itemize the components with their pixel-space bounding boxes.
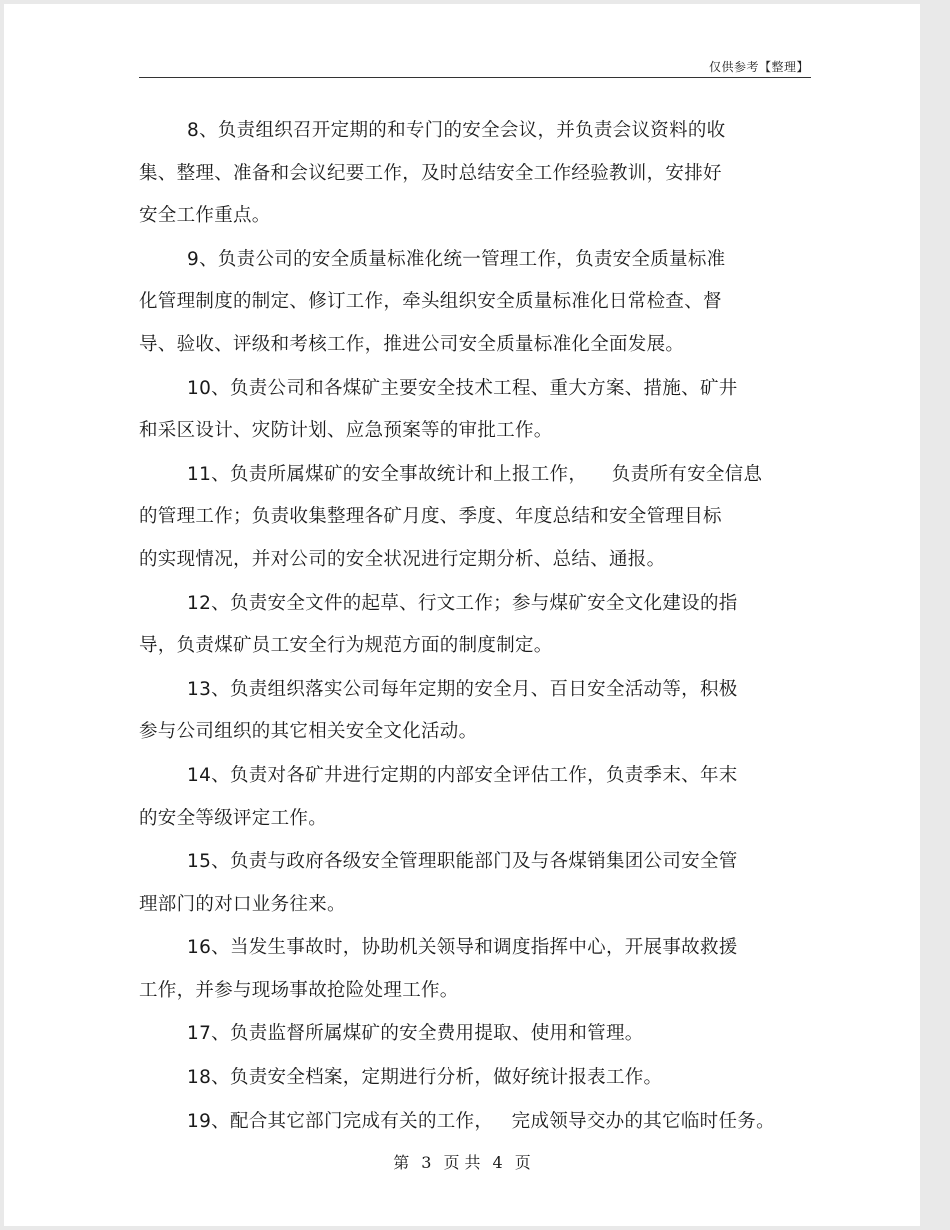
paragraph [139, 841, 819, 926]
document-body [139, 110, 819, 1144]
paragraph [139, 110, 819, 238]
paragraph-line: 参与公司组织的其它相关安全文化活动。 [139, 721, 478, 743]
paragraph-line: 13、负责组织落实公司每年定期的安全月、百日安全活动等，积极 [187, 678, 738, 700]
footer-suffix: 页 [514, 1153, 531, 1172]
footer-total-pages: 4 [492, 1153, 503, 1172]
paragraph-line: 的管理工作；负责收集整理各矿月度、季度、年度总结和安全管理目标 [139, 506, 722, 528]
paragraph-line: 安全工作重点。 [139, 205, 271, 227]
paragraph-line: 导、验收、评级和考核工作，推进公司安全质量标准化全面发展。 [139, 333, 685, 355]
paragraph-line: 化管理制度的制定、修订工作，牵头组织安全质量标准化日常检查、督 [139, 291, 722, 313]
paragraph [139, 454, 819, 582]
paragraph-line: 18、负责安全档案，定期进行分析，做好统计报表工作。 [187, 1067, 663, 1089]
paragraph-line: 10、负责公司和各煤矿主要安全技术工程、重大方案、措施、矿井 [187, 377, 738, 399]
paragraph-line: 导，负责煤矿员工安全行为规范方面的制度制定。 [139, 635, 553, 657]
paragraph-line: 19、配合其它部门完成有关的工作， 完成领导交办的其它临时任务。 [187, 1110, 775, 1132]
footer-middle: 页 共 [443, 1153, 481, 1172]
paragraph-line: 15、负责与政府各级安全管理职能部门及与各煤销集团公司安全管 [187, 851, 738, 873]
paragraph [139, 368, 819, 453]
paragraph [139, 755, 819, 840]
paragraph [139, 927, 819, 1012]
paragraph [139, 1057, 819, 1100]
paragraph [139, 239, 819, 367]
paragraph-line: 9、负责公司的安全质量标准化统一管理工作，负责安全质量标准 [187, 248, 726, 270]
header-label: 仅供参考【整理】 [708, 60, 809, 74]
paragraph-line: 12、负责安全文件的起草、行文工作；参与煤矿安全文化建设的指 [187, 592, 738, 614]
footer-prefix: 第 [393, 1153, 410, 1172]
paragraph-line: 的实现情况，并对公司的安全状况进行定期分析、总结、通报。 [139, 548, 666, 570]
paragraph [139, 1013, 819, 1056]
paragraph-line: 理部门的对口业务往来。 [139, 893, 346, 915]
paragraph [139, 1101, 819, 1144]
paragraph [139, 669, 819, 754]
paragraph-line: 工作，并参与现场事故抢险处理工作。 [139, 979, 459, 1001]
footer-current-page: 3 [421, 1153, 432, 1172]
paragraph-line: 11、负责所属煤矿的安全事故统计和上报工作， 负责所有安全信息 [187, 463, 763, 485]
page-footer [4, 1150, 920, 1173]
paragraph-line: 14、负责对各矿井进行定期的内部安全评估工作，负责季末、年末 [187, 764, 738, 786]
paragraph-line: 16、当发生事故时，协助机关领导和调度指挥中心，开展事故救援 [187, 937, 738, 959]
paragraph-line: 和采区设计、灾防计划、应急预案等的审批工作。 [139, 420, 553, 442]
document-page [4, 4, 920, 1226]
paragraph-line: 17、负责监督所属煤矿的安全费用提取、使用和管理。 [187, 1023, 644, 1045]
paragraph [139, 583, 819, 668]
paragraph-line: 集、整理、准备和会议纪要工作，及时总结安全工作经验教训，安排好 [139, 162, 722, 184]
header-divider [139, 77, 811, 78]
paragraph-line: 8、负责组织召开定期的和专门的安全会议，并负责会议资料的收 [187, 120, 726, 141]
paragraph-line: 的安全等级评定工作。 [139, 807, 328, 829]
